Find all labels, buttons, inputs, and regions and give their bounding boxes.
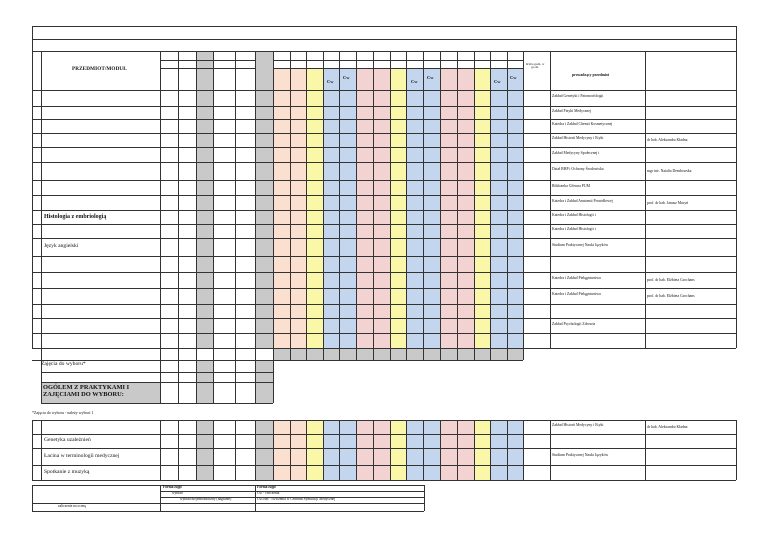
column-line	[196, 420, 197, 480]
legend-line	[32, 485, 424, 486]
unit-15: Zakład Psychologii Zdrowia	[552, 321, 596, 326]
row-line	[32, 420, 736, 421]
unit-12: Katedra i Zakład Pielęgniarstwa	[552, 276, 601, 280]
color-column	[423, 420, 440, 480]
color-column	[390, 68, 406, 348]
legend-line	[424, 485, 425, 511]
cw-label-1: Cw	[343, 75, 350, 80]
column-line	[736, 51, 737, 348]
column-line	[339, 420, 340, 480]
lecturer-12: prof. dr hab. Elżbieta Grochans	[647, 278, 695, 282]
unit-3: Zakład Historii Medycyny i Etyki	[552, 136, 604, 140]
column-line	[645, 420, 646, 480]
row-line	[32, 434, 736, 435]
subject-column-header: PRZEDMIOT/MODUŁ	[72, 66, 127, 72]
color-column	[323, 68, 339, 348]
legend-col2-item-1: Cw.csm - ćwiczenia w Centrum Symulacji Medycznej	[257, 497, 336, 501]
elective-unit-0: Zakład Historii Medycyny i Etyki	[552, 423, 604, 427]
legend-col2-title: Forma zajęć	[257, 485, 277, 489]
cw-label-0: Cw	[327, 79, 334, 84]
electives-note: *Zajęcia do wyboru - należy wybrać 1	[32, 410, 94, 415]
unit-6: Biblioteka Główna PUM	[552, 183, 590, 188]
left-border	[32, 26, 33, 348]
row-line	[32, 90, 736, 91]
column-line	[290, 420, 291, 480]
legend-line	[160, 503, 424, 504]
color-column	[440, 68, 457, 348]
column-line	[373, 51, 374, 360]
color-column	[273, 68, 290, 348]
column-line	[339, 51, 340, 360]
color-column	[373, 68, 390, 348]
column-line	[213, 420, 214, 480]
color-column	[474, 420, 490, 480]
column-line	[490, 51, 491, 360]
column-line	[213, 360, 214, 403]
legend-line	[160, 491, 424, 492]
header-line	[32, 51, 736, 52]
column-line	[356, 420, 357, 480]
electives-row-label: Zajęcia do wyboru*	[41, 361, 86, 367]
unit-10: Studium Praktycznej Nauki Języków	[552, 243, 609, 247]
header-subline	[273, 51, 356, 52]
legend-line	[32, 503, 160, 504]
column-line	[273, 51, 274, 360]
subject-10: Język angielski	[44, 243, 79, 249]
row-line	[32, 348, 736, 349]
column-line	[440, 420, 441, 480]
column-line	[273, 420, 274, 480]
subject-8: Histologia z embriologią	[44, 214, 107, 220]
color-column	[440, 420, 457, 480]
column-line	[273, 360, 274, 403]
color-column	[356, 420, 373, 480]
legend-footer-left: zaliczenie na ocenę	[58, 504, 86, 508]
column-line	[196, 51, 197, 360]
column-line	[41, 420, 42, 480]
column-line	[255, 360, 256, 403]
row-line	[32, 133, 736, 134]
color-column	[390, 420, 406, 480]
column-line	[160, 51, 161, 360]
color-column	[490, 420, 507, 480]
column-line	[373, 420, 374, 480]
unit-7: Katedra i Zakład Anatomii Prawidłowej	[552, 198, 613, 203]
color-column	[290, 68, 306, 348]
header-subline	[273, 60, 523, 61]
lecturer-7: prof. dr hab. Janusz Muryń	[647, 200, 689, 205]
unit-1: Zakład Fizyki Medycznej	[552, 108, 592, 113]
column-line	[255, 51, 256, 360]
column-line	[474, 420, 475, 480]
unit-0: Zakład Genetyki i Patomorfologii	[552, 94, 604, 98]
header-subline	[273, 68, 523, 69]
column-line	[550, 420, 551, 480]
row-line	[32, 465, 736, 466]
lecturer-3: dr hab. Aleksandra Kładna	[647, 138, 688, 142]
color-column	[306, 420, 323, 480]
row-line	[32, 288, 736, 289]
row-line	[41, 403, 273, 404]
column-line	[178, 360, 179, 403]
column-line	[178, 51, 179, 360]
column-line	[41, 51, 42, 90]
elective-subject-1: Genetyka uzależnień	[44, 437, 91, 443]
column-line	[423, 51, 424, 360]
row-line	[32, 106, 736, 107]
legend-col1-item-1: wykład niejednoznaczny (nagranie)	[180, 497, 232, 501]
row-line	[32, 195, 736, 196]
gray-column	[255, 51, 273, 68]
elective-subject-2: Łacina w terminologii medycznej	[44, 452, 120, 459]
elective-unit-2: Studium Praktycznej Nauki Języków	[552, 452, 609, 457]
row-line	[32, 304, 736, 305]
color-column	[406, 68, 423, 348]
column-line	[32, 420, 33, 480]
legend-col2-item-0: Cw - ćwiczenia	[257, 491, 280, 495]
gray-column	[196, 420, 213, 480]
unit-2: Katedra i Zakład Chemii Kosmetycznej	[552, 122, 613, 126]
top-border	[32, 26, 736, 27]
gray-column	[196, 68, 213, 348]
lecturer-column-header: prowadzący przedmiot	[572, 73, 610, 77]
row-line	[32, 333, 736, 334]
color-column	[323, 420, 339, 480]
column-line	[474, 51, 475, 360]
column-line	[323, 51, 324, 360]
ects-column-header: liczba godz. w go.dz.	[525, 62, 545, 70]
color-column	[423, 68, 440, 348]
column-line	[440, 51, 441, 360]
column-line	[306, 420, 307, 480]
lecturer-5: mgr inż. Natalia Dembowska	[647, 169, 692, 173]
cw-label-3: Cw	[427, 75, 434, 80]
column-line	[235, 420, 236, 480]
legend-line	[160, 485, 161, 511]
color-column	[507, 420, 523, 480]
color-column	[290, 420, 306, 480]
row-line	[32, 238, 736, 239]
column-line	[178, 420, 179, 480]
column-line	[406, 420, 407, 480]
unit-5: Dział BHP i Ochrony Środowiska	[552, 167, 604, 171]
unit-13: Katedra i Zakład Pielęgniarstwa	[552, 292, 601, 296]
column-line	[356, 51, 357, 360]
header-subline	[160, 68, 255, 69]
cw-label-2: Cw	[411, 79, 418, 84]
totals-row-label: OGÓLEM Z PRAKTYKAMI I ZAJĘCIAMI DO WYBORU:	[43, 384, 130, 398]
row-line	[32, 256, 736, 257]
column-line	[406, 51, 407, 360]
color-column	[339, 420, 356, 480]
row-line	[32, 180, 736, 181]
color-column	[457, 68, 474, 348]
column-line	[41, 90, 42, 360]
color-column	[406, 420, 423, 480]
column-line	[390, 51, 391, 360]
column-line	[323, 420, 324, 480]
cw-label-4: Cw	[494, 79, 501, 84]
legend-line	[255, 485, 256, 511]
header-line	[32, 39, 736, 40]
column-line	[306, 51, 307, 360]
cw-label-5: Cw	[510, 75, 517, 80]
row-line	[32, 272, 736, 273]
column-line	[235, 51, 236, 360]
lecturer-13: prof. dr hab. Elżbieta Grochans	[647, 294, 695, 298]
color-column	[273, 420, 290, 480]
legend-line	[32, 485, 33, 511]
elective-subject-3: Spotkanie z muzyką	[44, 468, 90, 475]
legend-col1-item-0: wykład	[172, 491, 183, 495]
column-line	[507, 51, 508, 360]
legend-line	[32, 511, 424, 512]
row-line	[32, 480, 736, 481]
row-line	[41, 372, 273, 373]
row-line	[32, 147, 736, 148]
column-line	[457, 51, 458, 360]
color-column	[490, 68, 507, 348]
column-line	[490, 420, 491, 480]
column-line	[507, 420, 508, 480]
unit-4: Zakład Medycyny Społecznej i	[552, 150, 600, 155]
column-line	[213, 51, 214, 360]
color-column	[507, 68, 523, 348]
color-column	[306, 68, 323, 348]
row-line	[41, 382, 273, 383]
column-line	[290, 51, 291, 360]
color-column	[339, 68, 356, 348]
summary-band	[273, 348, 523, 360]
column-line	[423, 420, 424, 480]
gray-column	[255, 68, 273, 348]
row-line	[32, 448, 736, 449]
gray-column	[255, 420, 273, 480]
color-column	[457, 420, 474, 480]
header-subline	[160, 60, 255, 61]
unit-9: Katedra i Zakład Histologii i	[552, 227, 596, 231]
elective-lecturer-0: dr hab. Aleksandra Kładna	[647, 425, 688, 429]
column-line	[196, 360, 197, 403]
unit-8: Katedra i Zakład Histologii i	[552, 213, 596, 217]
row-line	[32, 119, 736, 120]
column-line	[160, 420, 161, 480]
column-line	[523, 51, 524, 360]
color-column	[474, 68, 490, 348]
column-line	[235, 360, 236, 403]
column-line	[390, 420, 391, 480]
color-column	[373, 420, 390, 480]
column-line	[523, 420, 524, 480]
row-line	[32, 210, 736, 211]
row-line	[32, 162, 736, 163]
column-line	[457, 420, 458, 480]
color-column	[356, 68, 373, 348]
row-line	[32, 318, 736, 319]
legend-col1-title: Forma zajęć	[163, 485, 183, 489]
column-line	[255, 420, 256, 480]
row-line	[32, 224, 736, 225]
